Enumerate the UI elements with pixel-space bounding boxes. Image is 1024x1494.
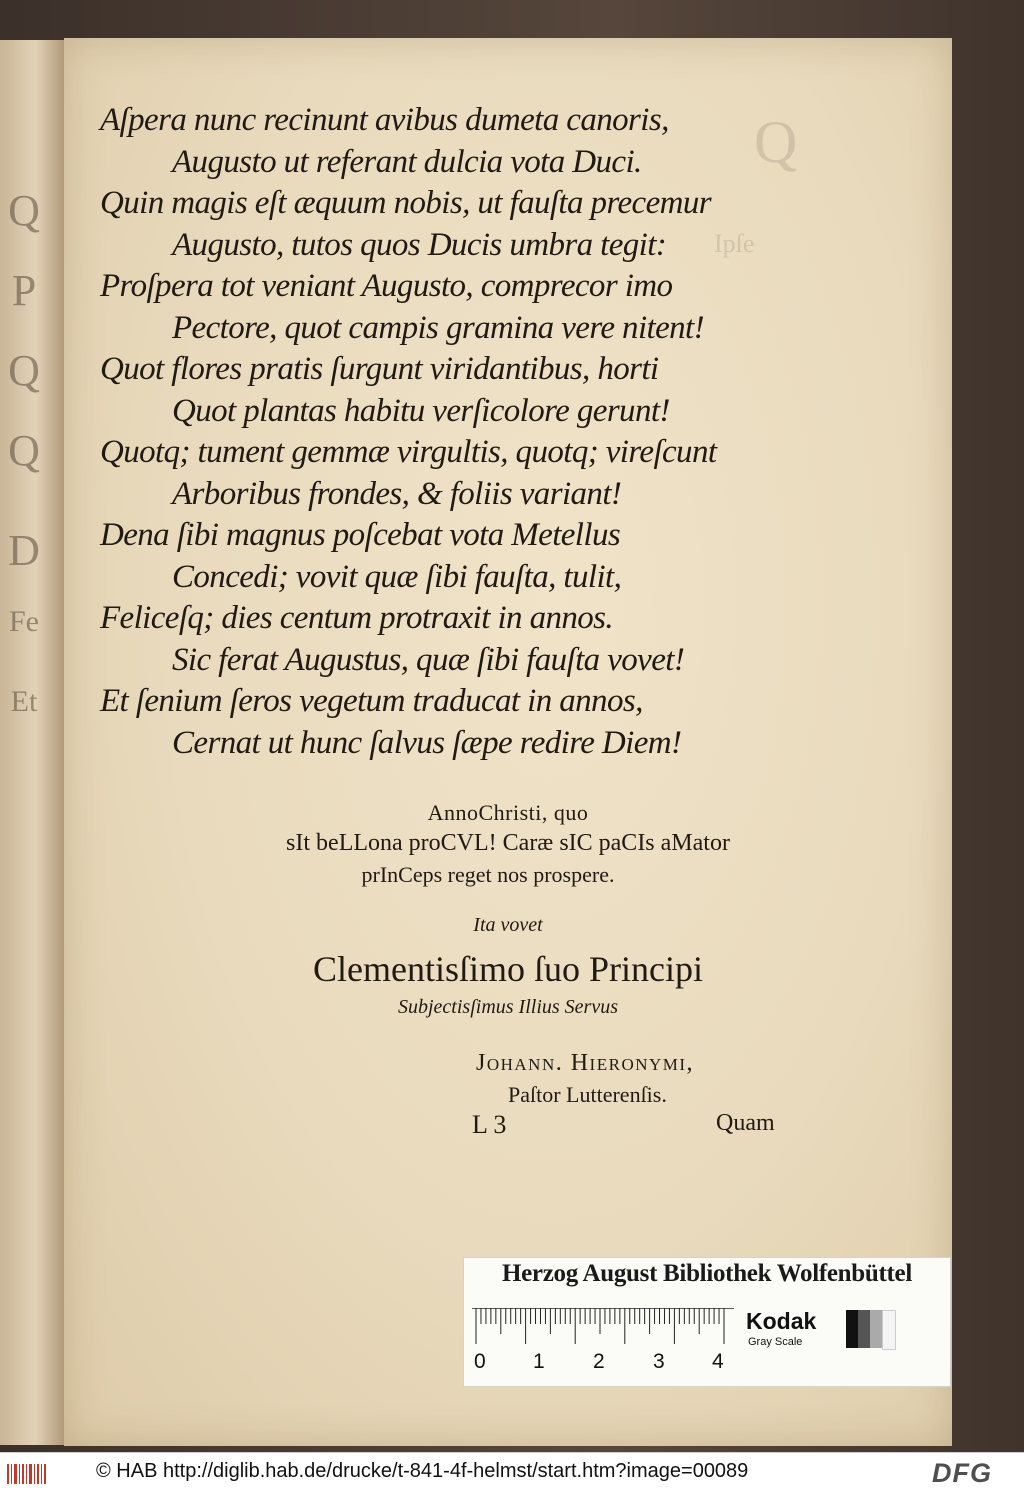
dedication-ita-vovet: Ita vovet: [473, 914, 543, 936]
footer-copyright-url[interactable]: © HAB http://diglib.hab.de/drucke/t-841-4f-helmst/start.htm?image=00089: [96, 1460, 749, 1482]
verse-line: Feliceſq; dies centum protraxit in annos.: [100, 600, 614, 636]
left-page-fragment: P: [11, 266, 37, 315]
left-page-fragment: Q: [8, 426, 40, 475]
left-page-fragment: Q: [8, 346, 40, 395]
library-name: Herzog August Bibliothek Wolfenbüttel: [501, 1260, 912, 1287]
ruler-number: 0: [474, 1350, 486, 1373]
verse-line: Quot flores pratis ſurgunt viridantibus, horti: [100, 351, 659, 387]
verse-line: Augusto, tutos quos Ducis umbra tegit:: [172, 226, 667, 263]
bleed-through: Ipſe: [714, 229, 755, 258]
chronogram-line: sIt beLLona proCVL! Caræ sIC paCIs aMator: [286, 830, 730, 856]
left-page-fragment: Fe: [9, 605, 39, 638]
scale-ruler: [472, 1308, 734, 1348]
dfg-logo: DFG: [932, 1458, 992, 1488]
verse-line: Arboribus frondes, & foliis variant!: [172, 475, 622, 512]
library-label: [463, 1257, 951, 1387]
left-page-fragment: D: [8, 526, 40, 575]
book-page: [64, 38, 952, 1446]
dedication-recipient: Clementisſimo ſuo Principi: [313, 949, 703, 989]
author-title: Paſtor Lutterenſis.: [508, 1082, 667, 1107]
kodak-logo: Kodak: [746, 1308, 817, 1334]
chronogram-line: prInCeps reget nos prospere.: [361, 862, 615, 887]
catchword: Quam: [716, 1110, 775, 1136]
ruler-number: 1: [533, 1350, 545, 1373]
verse-line: Proſpera tot veniant Augusto, comprecor imo: [100, 268, 673, 304]
barcode-icon: [6, 1461, 48, 1487]
gray-scale-label: Gray Scale: [748, 1336, 803, 1348]
author-name: Johann. Hieronymi,: [476, 1050, 695, 1076]
dedication-servant: Subjectisſimus Illius Servus: [398, 996, 618, 1018]
verse-line: Quot plantas habitu verſicolore gerunt!: [172, 392, 670, 429]
verse-block: [100, 100, 800, 764]
gray-swatch: [846, 1310, 858, 1348]
verse-line: Sic ferat Augustus, quæ ſibi fauſta vovet!: [172, 641, 685, 678]
gray-swatch: [882, 1310, 896, 1350]
gray-swatch: [870, 1310, 882, 1348]
left-page-edge: [0, 40, 64, 1445]
verse-line: Dena ſibi magnus poſcebat vota Metellus: [100, 517, 621, 553]
ruler-number: 3: [653, 1350, 665, 1373]
left-page-fragment: Q: [8, 186, 40, 235]
ruler-number: 2: [593, 1350, 605, 1373]
ruler-number: 4: [712, 1350, 724, 1373]
verse-line: Aſpera nunc recinunt avibus dumeta canoris,: [100, 102, 669, 138]
left-page-fragment: Et: [10, 685, 38, 718]
bleed-through: Q: [754, 109, 798, 175]
signature-mark: L 3: [472, 1110, 507, 1139]
verse-line: Et ſenium ſeros vegetum traducat in annos,: [100, 683, 643, 719]
verse-line: Augusto ut referant dulcia vota Duci.: [172, 143, 642, 180]
verse-line: Quin magis eſt æquum nobis, ut fauſta precemur: [100, 185, 711, 221]
verse-line: Cernat ut hunc ſalvus ſæpe redire Diem!: [172, 724, 682, 761]
chronogram-line: AnnoChristi, quo: [427, 800, 589, 825]
footer-bar: [0, 1452, 1024, 1494]
verse-line: Quotq; tument gemmæ virgultis, quotq; vireſcunt: [100, 434, 717, 470]
gray-swatch: [858, 1310, 870, 1348]
verse-line: Pectore, quot campis gramina vere nitent!: [172, 309, 704, 346]
verse-line: Concedi; vovit quæ ſibi fauſta, tulit,: [172, 558, 622, 595]
